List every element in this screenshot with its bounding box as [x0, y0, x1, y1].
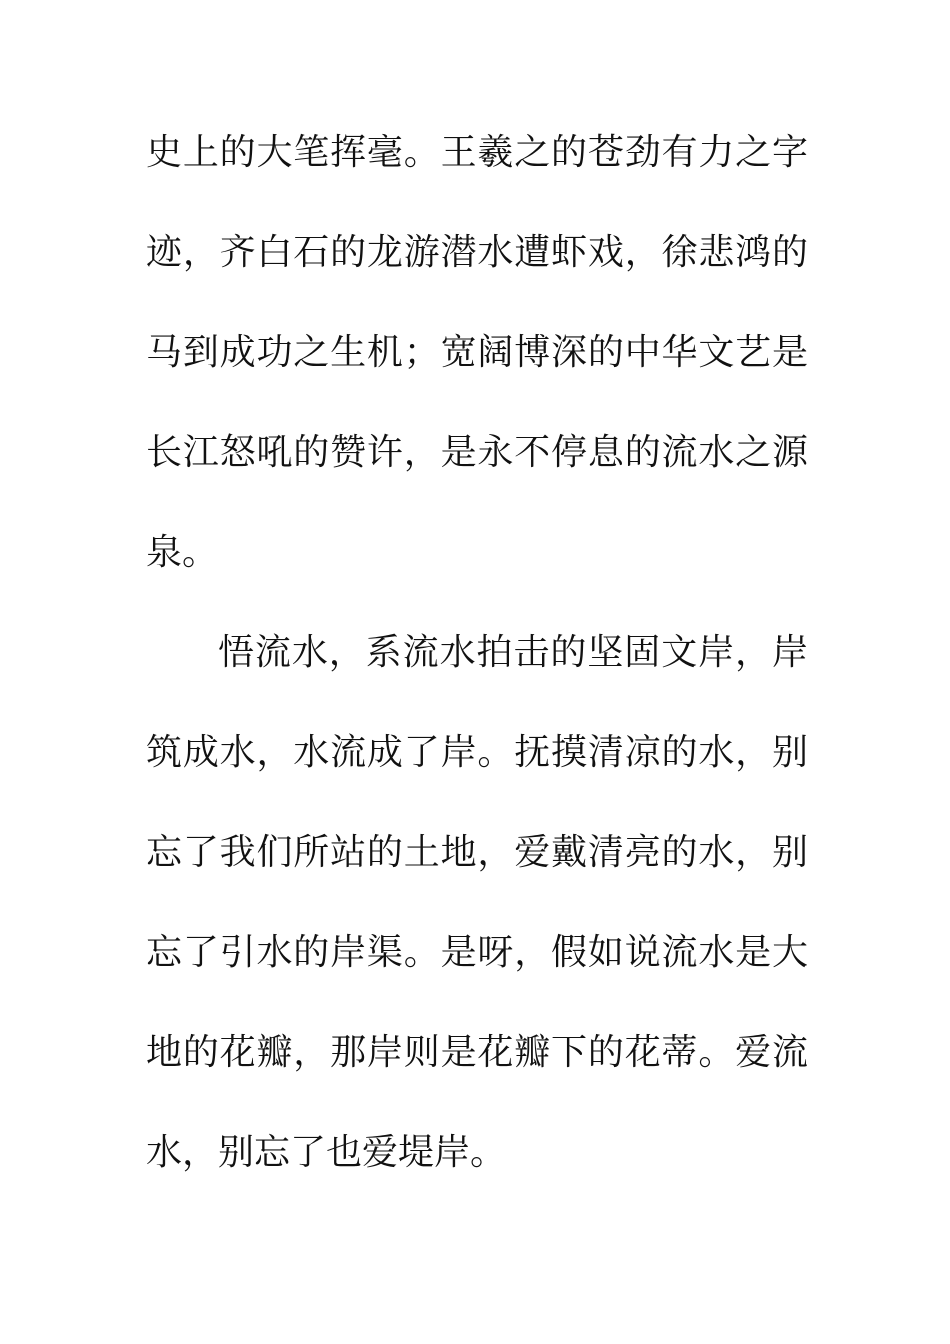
text-line: 长江怒吼的赞许，是永不停息的流水之源	[146, 432, 808, 473]
text-line: 筑成水，水流成了岸。抚摸清凉的水，别	[146, 732, 808, 773]
text-line: 水，别忘了也爱堤岸。	[146, 1132, 507, 1173]
text-line: 地的花瓣，那岸则是花瓣下的花蒂。爱流	[146, 1032, 808, 1073]
text-line: 泉。	[146, 532, 219, 573]
text-line: 迹，齐白石的龙游潜水遭虾戏，徐悲鸿的	[146, 232, 808, 273]
text-line: 史上的大笔挥毫。王羲之的苍劲有力之字	[146, 132, 808, 173]
body-text	[146, 123, 808, 1223]
text-line: 忘了我们所站的土地，爱戴清亮的水，别	[146, 832, 808, 873]
paragraph-first-line: 悟流水，系流水拍击的坚固文岸，岸	[218, 632, 808, 673]
text-line: 马到成功之生机；宽阔博深的中华文艺是	[146, 332, 808, 373]
text-line: 忘了引水的岸渠。是呀，假如说流水是大	[146, 932, 808, 973]
